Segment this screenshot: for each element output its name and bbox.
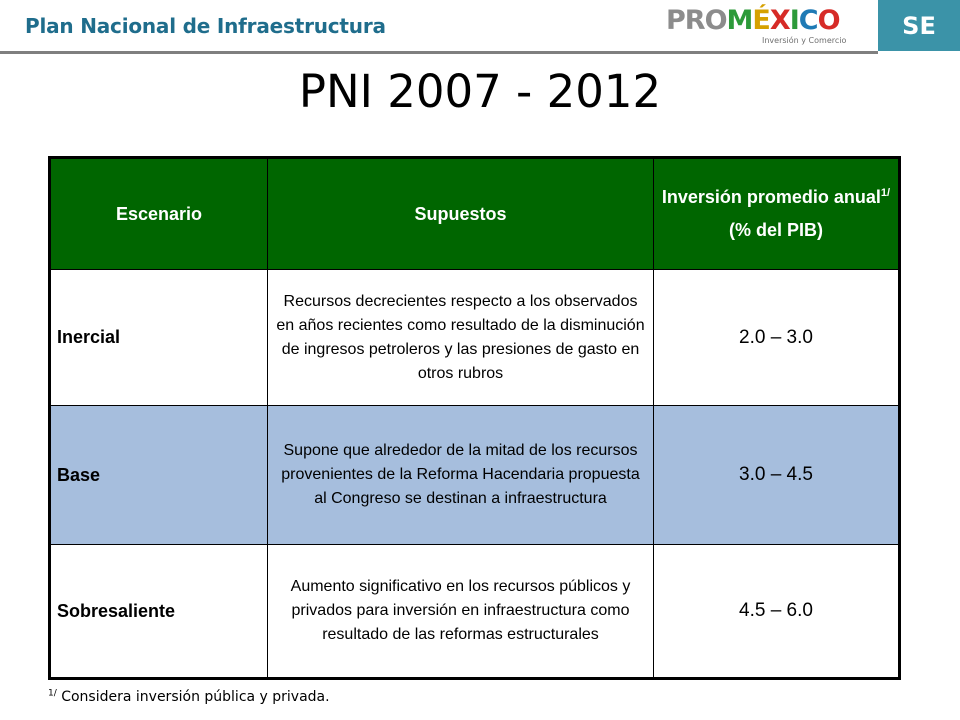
cell-inversion: 4.5 – 6.0 xyxy=(654,545,900,679)
footnote xyxy=(48,689,330,705)
table-row-base xyxy=(50,406,900,545)
header-inversion-title xyxy=(660,184,892,211)
se-logo-badge xyxy=(878,0,960,51)
logo-letters-pro: PRO xyxy=(666,5,727,36)
header-title: Plan Nacional de Infraestructura xyxy=(25,14,386,38)
logo-letter-c: C xyxy=(798,5,818,36)
cell-escenario: Base xyxy=(50,406,268,545)
promexico-tagline: Inversión y Comercio xyxy=(762,36,847,45)
cell-inversion: 2.0 – 3.0 xyxy=(654,270,900,406)
table-row-sobresaliente xyxy=(50,545,900,679)
logo-letter-i: I xyxy=(789,5,799,36)
header-supuestos: Supuestos xyxy=(268,158,654,270)
se-logo-text: SE xyxy=(902,11,936,40)
header-inversion-unit: (% del PIB) xyxy=(728,220,823,240)
page-title: PNI 2007 - 2012 xyxy=(298,65,662,118)
logo-letter-e: É xyxy=(752,5,770,36)
cell-supuestos: Recursos decrecientes respecto a los observados en años recientes como resultado de la disminución de ingresos petroleros y las presiones de gasto en otros rubros xyxy=(268,270,654,406)
promexico-wordmark xyxy=(666,5,840,37)
cell-supuestos: Supone que alrededor de la mitad de los recursos provenientes de la Reforma Hacendaria propuesta al Congreso se destinan a infraestructura xyxy=(268,406,654,545)
promexico-logo xyxy=(666,5,861,49)
cell-supuestos: Aumento significativo en los recursos públicos y privados para inversión en infraestructura como resultado de las reformas estructurales xyxy=(268,545,654,679)
cell-escenario: Sobresaliente xyxy=(50,545,268,679)
logo-letter-x: X xyxy=(769,5,790,36)
logo-letter-o: O xyxy=(817,5,840,36)
cell-escenario: Inercial xyxy=(50,270,268,406)
scenario-table xyxy=(48,156,901,680)
table-row-inercial xyxy=(50,270,900,406)
header-inversion-text: Inversión promedio anual xyxy=(661,187,881,207)
cell-inversion: 3.0 – 4.5 xyxy=(654,406,900,545)
footnote-text: Considera inversión pública y privada. xyxy=(56,689,330,705)
header-escenario: Escenario xyxy=(50,158,268,270)
logo-letter-m: M xyxy=(726,5,753,36)
header-divider xyxy=(0,51,878,54)
header-inversion xyxy=(654,158,900,270)
table-header-row xyxy=(50,158,900,270)
footnote-marker: 1/ xyxy=(48,688,57,699)
header-inversion-footnote-marker: 1/ xyxy=(880,187,891,199)
